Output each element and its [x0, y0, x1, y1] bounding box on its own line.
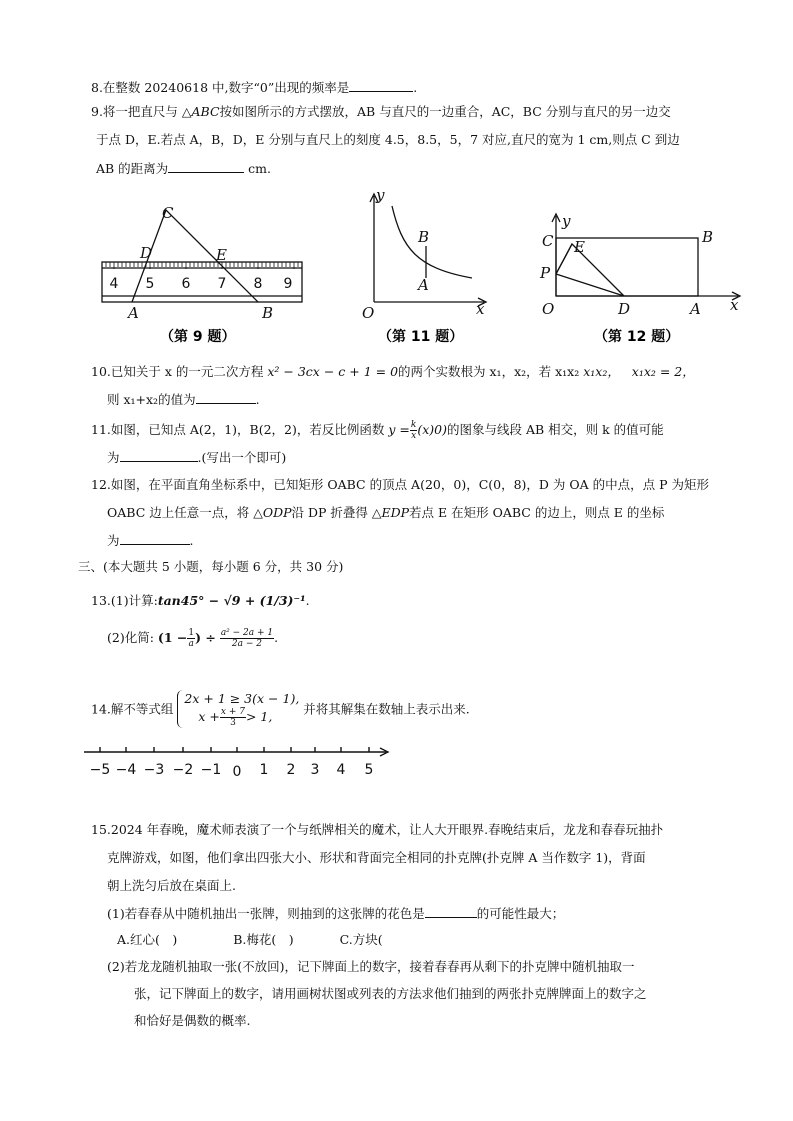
q15-blank[interactable]: [425, 905, 477, 918]
question-9-line2: [96, 132, 680, 148]
fig11-curve: [392, 206, 472, 278]
q12-text-3: 为: [107, 533, 120, 548]
ruler-tick-8: 8: [253, 276, 263, 292]
fig9-label-d: D: [140, 244, 153, 262]
q11-fn-post: (x)0): [417, 422, 447, 437]
q14-ineq2-b: > 1,: [245, 709, 273, 724]
ruler-tick-9: 9: [283, 276, 293, 292]
q9-text-3b: cm.: [248, 161, 271, 176]
question-11-line1: [91, 420, 664, 441]
q15-option-c[interactable]: C.方块(: [339, 932, 383, 947]
q12-text-2c: 若点 E 在矩形 OABC 的边上，则点 E 的坐标: [409, 505, 665, 520]
q14-system: [177, 690, 299, 728]
ruler-tick-6: 6: [181, 276, 191, 292]
q12-text-2a: OABC 边上任意一点，将 △: [107, 505, 263, 520]
ruler-tick-5: 5: [145, 276, 155, 292]
q14-ineq2-a: x +: [198, 709, 220, 724]
q10-blank[interactable]: [196, 391, 256, 404]
fig9-label-c: C: [162, 204, 174, 222]
q10-end: .: [255, 392, 260, 407]
fig12-label-e: E: [574, 238, 585, 256]
axis-label-neg3: −3: [143, 762, 165, 778]
axis-label-0: 0: [232, 764, 242, 780]
q9-blank[interactable]: [168, 160, 244, 173]
q11-text-b: 的图象与线段 AB 相交，则 k 的值可能: [447, 422, 664, 437]
q11-text-2a: 为: [107, 450, 120, 465]
question-15-line3: [107, 878, 236, 894]
fig9-label-e: E: [216, 246, 227, 264]
question-13-part2: [107, 628, 278, 649]
q15-p2-text-3: 和恰好是偶数的概率.: [134, 1013, 251, 1028]
fig12-label-x: x: [730, 296, 739, 314]
fig11-label-a: A: [418, 276, 429, 294]
question-15-line2: [107, 850, 646, 866]
q11-text-a: 11.如图，已知点 A(2，1)，B(2，2)，若反比例函数: [91, 422, 385, 437]
q13-end: .: [305, 593, 310, 608]
q13-fraction-1: [187, 628, 195, 649]
question-8: [91, 79, 417, 96]
q9-text-1: 9.将一把直尺与 △: [91, 104, 192, 119]
question-15-options: [117, 932, 383, 948]
question-10-line1: [91, 364, 695, 380]
q9-text-2: 于点 D，E.若点 A，B，D，E 分别与直尺上的刻度 4.5，8.5，5，7 对应,直尺的宽为 1 cm,则点 C 到边: [96, 132, 680, 147]
q15-text-1: 15.2024 年春晚，魔术师表演了一个与纸牌相关的魔术，让人大开眼界.春晚结束后，龙龙和春春玩抽扑: [91, 822, 664, 837]
q12-end: .: [189, 533, 194, 548]
q10-text-2: 则 x₁+x₂的值为: [107, 392, 196, 407]
figure-9: [98, 200, 310, 350]
q9-text-1b: 按如图所示的方式摆放，AB 与直尺的一边重合，AC，BC 分别与直尺的另一边交: [219, 104, 671, 119]
q12-text-2b: 沿 DP 折叠得 △: [291, 505, 382, 520]
question-15-part2-line2: [134, 986, 647, 1002]
fig12-caption: （第 12 题）: [594, 329, 680, 345]
fig12-label-a: A: [690, 300, 701, 318]
fig11-label-y: y: [376, 186, 385, 204]
q10-text-d: x₁x₂ = 2，: [631, 364, 695, 379]
q12-odp: ODP: [262, 505, 292, 520]
axis-label-neg4: −4: [115, 762, 137, 778]
q14-text-a: 14.解不等式组: [91, 701, 174, 717]
section-3-text: 三、(本大题共 5 小题，每小题 6 分，共 30 分): [78, 559, 344, 574]
q13-text-b: (2)化简:: [107, 630, 154, 645]
q13-expression: tan45° − √9 + (1/3)⁻¹: [157, 593, 306, 608]
q11-text-2b: .(写出一个即可): [197, 450, 287, 465]
q15-text-3: 朝上洗匀后放在桌面上.: [107, 878, 236, 893]
question-13-part1: [91, 593, 310, 609]
q11-blank[interactable]: [120, 449, 198, 462]
fig11-label-o: O: [362, 304, 375, 322]
axis-label-neg1: −1: [200, 762, 222, 778]
q13-f2-num: a² − 2a + 1: [220, 628, 274, 638]
fig12-label-y: y: [562, 212, 571, 230]
q11-fn-pre: y =: [388, 422, 410, 437]
q11-fn-num: k: [410, 420, 417, 430]
question-15-part2-line3: [134, 1013, 250, 1029]
figure-12: [536, 208, 746, 350]
q9-triangle: ABC: [191, 104, 220, 119]
question-12-line2: [107, 505, 664, 521]
axis-label-2: 2: [286, 762, 296, 778]
fig12-label-c: C: [542, 232, 554, 250]
q13-f2-den: 2a − 2: [231, 639, 263, 649]
q10-equation: x² − 3cx − c + 1 = 0: [267, 364, 399, 379]
q15-p2-text-2: 张，记下牌面上的数字，请用画树状图或列表的方法求他们抽到的两张扑克牌牌面上的数字之: [134, 986, 647, 1001]
q12-text-1: 12.如图，在平面直角坐标系中，已知矩形 OABC 的顶点 A(20，0)，C(0，8)，D 为 OA 的中点，点 P 为矩形: [91, 477, 709, 492]
q13-expr2-close: ) ÷: [195, 630, 216, 645]
q13-text-a: 13.(1)计算:: [91, 593, 158, 608]
q12-edp: EDP: [381, 505, 410, 520]
q10-text-a: 10.已知关于 x 的一元二次方程: [91, 364, 264, 379]
fig9-label-b: B: [262, 304, 274, 322]
figure-11: [350, 186, 500, 350]
question-9-line1: [91, 104, 671, 120]
q15-option-a[interactable]: A.红心( ): [117, 932, 178, 947]
q15-p1-text-a: (1)若春春从中随机抽出一张牌，则抽到的这张牌的花色是: [107, 906, 425, 921]
question-12-line3: [107, 532, 194, 549]
q10-text-c: x₁x₂，: [583, 364, 620, 379]
fig12-label-b: B: [702, 228, 714, 246]
fig12-label-d: D: [618, 300, 631, 318]
q13-f1-num: 1: [188, 628, 195, 638]
axis-label-3: 3: [310, 762, 320, 778]
question-15-part1: [107, 905, 564, 922]
q15-text-2: 克牌游戏，如图，他们拿出四张大小、形状和背面完全相同的扑克牌(扑克牌 A 当作数字 1)，背面: [107, 850, 646, 865]
question-11-line2: [107, 449, 286, 466]
q15-p2-text-1: (2)若龙龙随机抽取一张(不放回)，记下牌面上的数字，接着春春再从剩下的扑克牌中随机抽取一: [107, 959, 635, 974]
axis-label-5: 5: [364, 762, 374, 778]
q15-p1-text-b: 的可能性最大；: [476, 906, 565, 921]
q10-text-b: 的两个实数根为 x₁，x₂，若 x₁x₂: [398, 364, 580, 379]
q14-fraction: [220, 707, 246, 728]
fig12-label-o: O: [542, 300, 555, 318]
q13-fraction-2: [220, 628, 274, 649]
q14-inequality-1: 2x + 1 ≥ 3(x − 1),: [184, 691, 300, 706]
ruler-tick-7: 7: [217, 276, 227, 292]
q13-end2: .: [274, 630, 279, 645]
question-14: [91, 690, 470, 728]
q8-blank[interactable]: [349, 79, 413, 92]
fig11-caption: （第 11 题）: [378, 329, 464, 345]
fig9-caption: （第 9 题）: [160, 329, 236, 345]
question-15-line1: [91, 822, 663, 838]
fig9-label-a: A: [128, 304, 139, 322]
q11-fn-den: x: [411, 431, 417, 441]
fig11-label-b: B: [418, 228, 430, 246]
question-15-part2-line1: [107, 959, 634, 975]
axis-label-neg5: −5: [89, 762, 111, 778]
q8-end: .: [413, 80, 418, 95]
q12-blank[interactable]: [120, 532, 190, 545]
number-line: [80, 742, 400, 782]
axis-label-neg2: −2: [172, 762, 194, 778]
fold-triangle: [556, 244, 624, 296]
axis-label-4: 4: [336, 762, 346, 778]
axis-label-1: 1: [259, 762, 269, 778]
question-10-line2: [107, 391, 260, 408]
question-9-line3: [96, 160, 271, 177]
q14-text-b: 并将其解集在数轴上表示出来.: [303, 701, 470, 717]
fig11-label-x: x: [476, 300, 485, 318]
ruler-tick-4: 4: [109, 276, 119, 292]
q13-f1-den: a: [188, 639, 194, 649]
q9-text-3a: AB 的距离为: [96, 161, 169, 176]
fig12-label-p: P: [540, 264, 551, 282]
q15-option-b[interactable]: B.梅花( ): [233, 932, 294, 947]
q8-text: 8.在整数 20240618 中,数字“0”出现的频率是: [91, 80, 350, 95]
q14-frac-den: 3: [230, 718, 236, 728]
q13-expr2-open: (1 −: [157, 630, 188, 645]
q14-frac-num: x + 7: [220, 707, 245, 717]
question-12-line1: [91, 477, 709, 493]
section-3-heading: [78, 559, 343, 575]
